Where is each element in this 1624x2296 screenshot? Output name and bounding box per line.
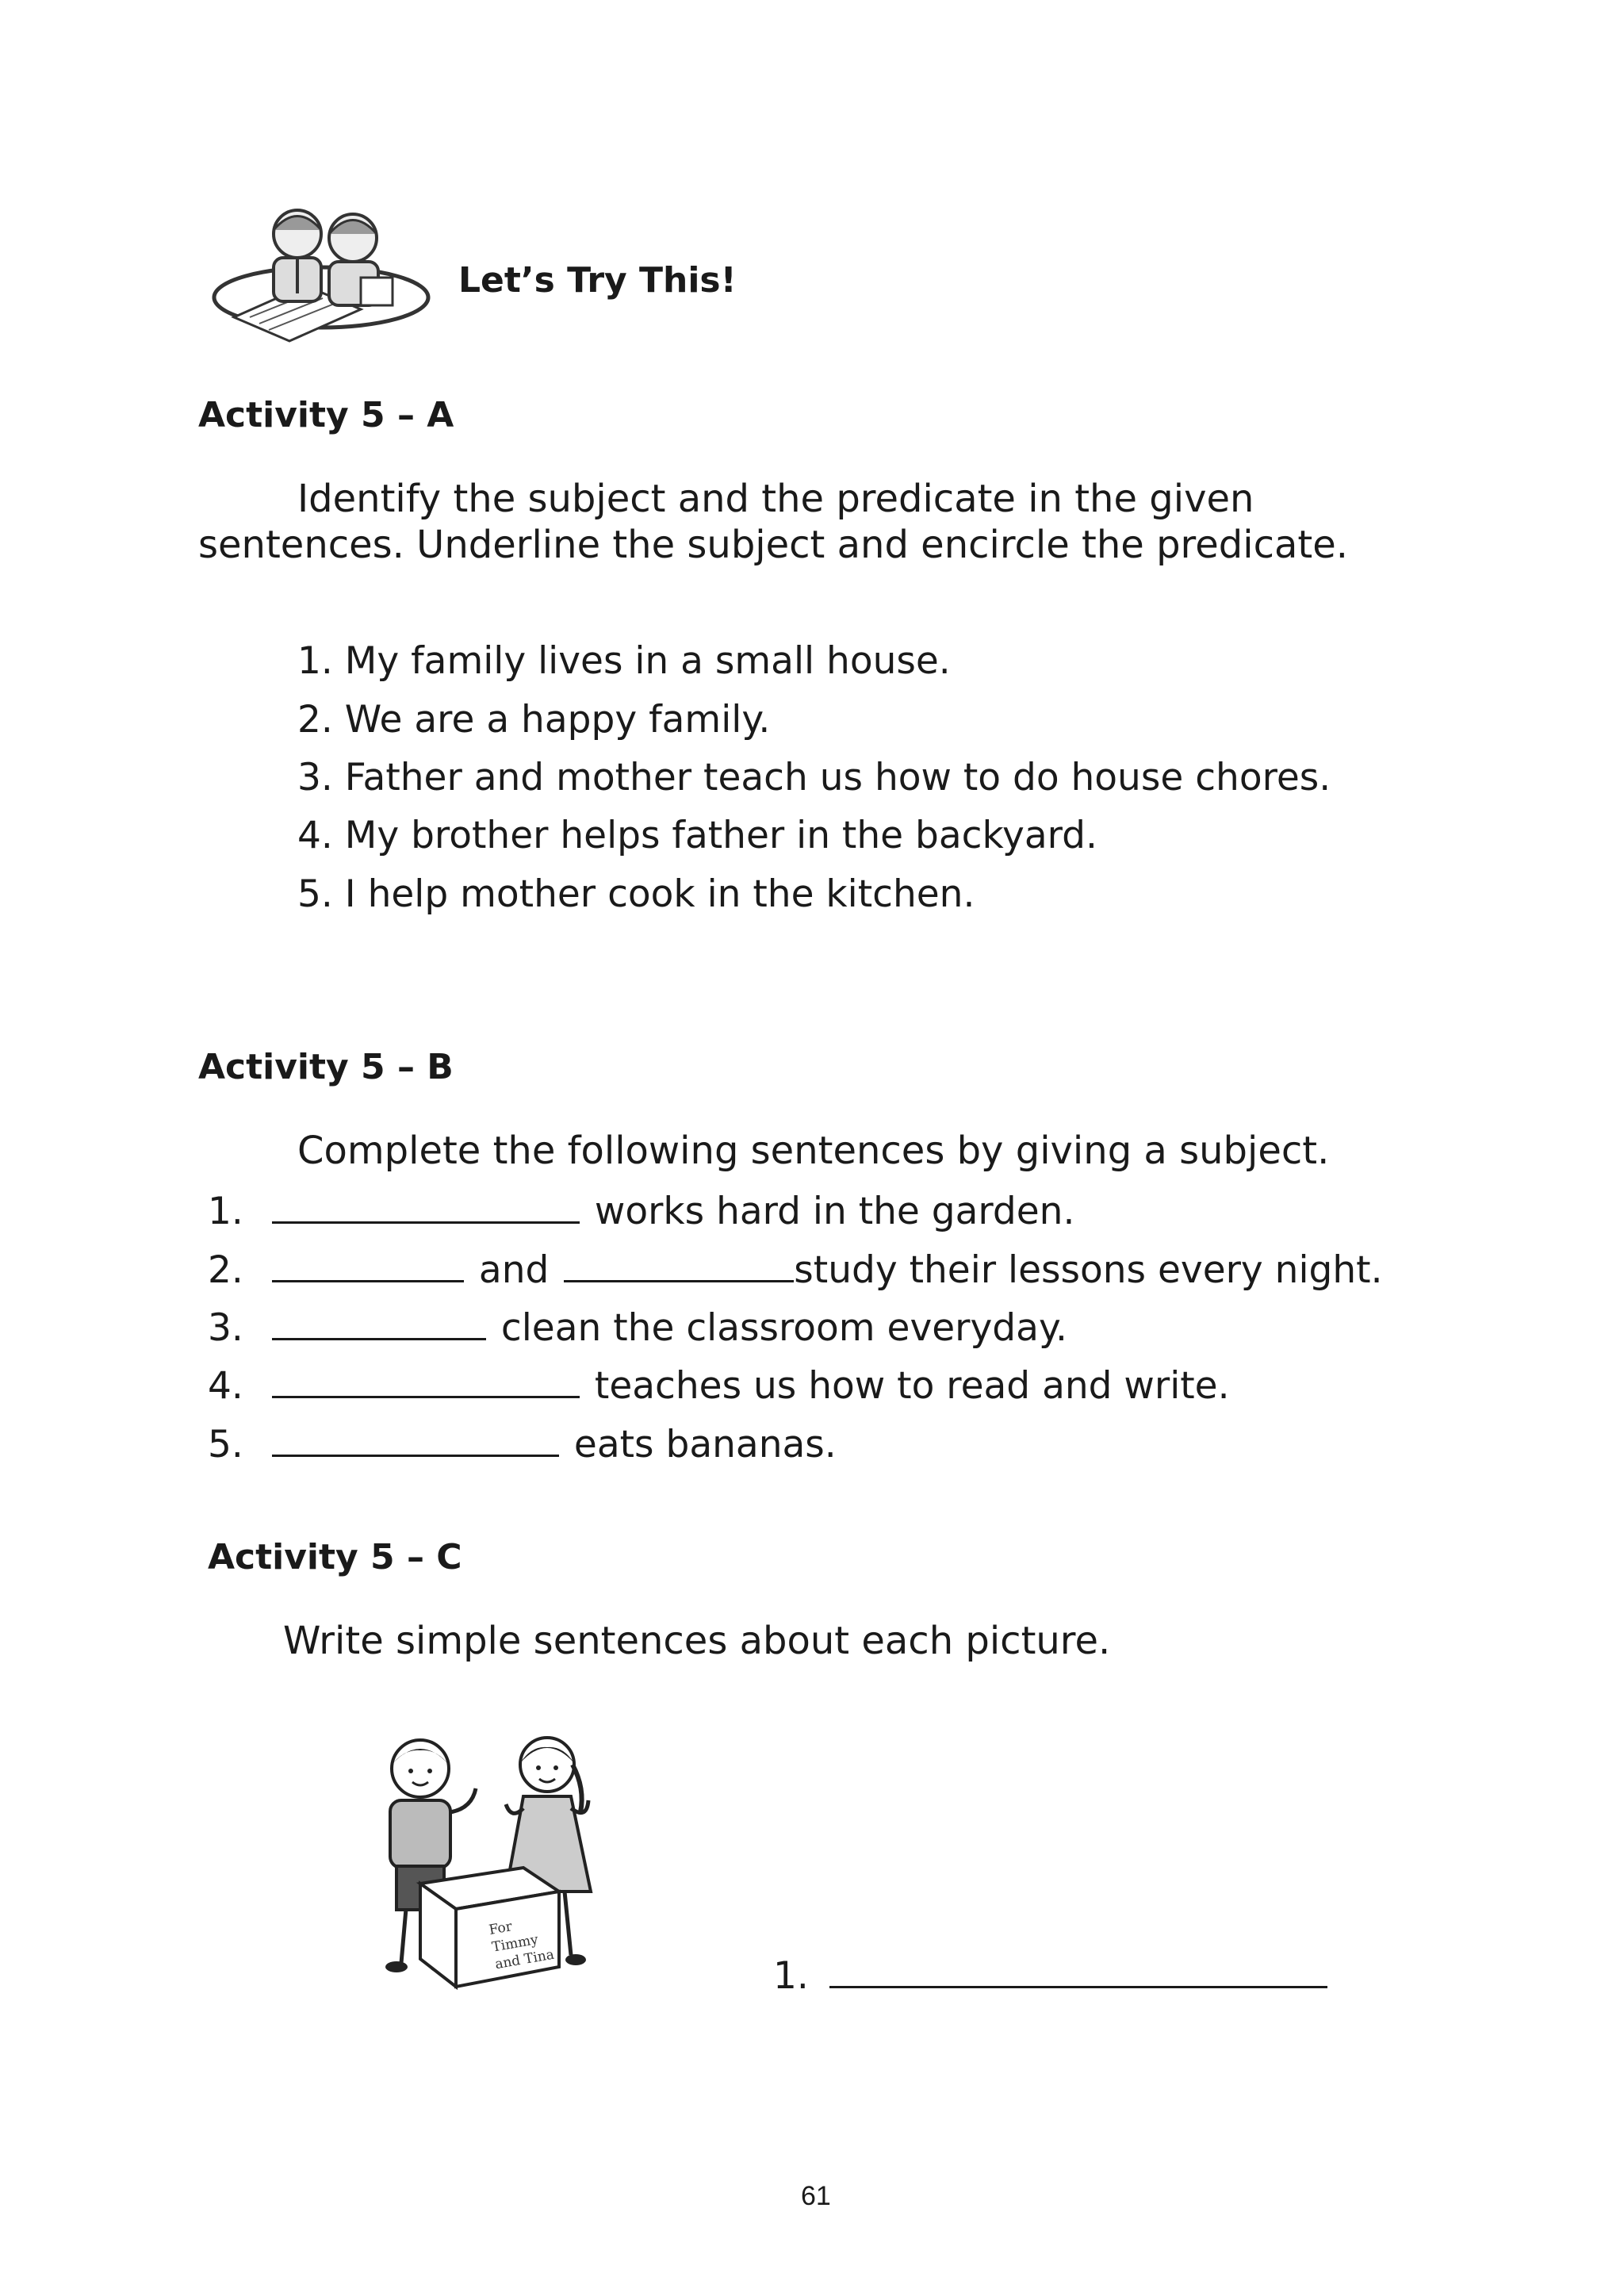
activity-a-heading: Activity 5 – A <box>198 395 454 435</box>
activity-b-item <box>208 1245 1383 1292</box>
activity-b-item <box>208 1303 1067 1350</box>
answer-blank[interactable] <box>272 1245 464 1282</box>
item-text: works hard in the garden. <box>594 1190 1075 1233</box>
activity-b-instruction: Complete the following sentences by giving a subject. <box>297 1129 1330 1173</box>
activity-b-heading: Activity 5 – B <box>198 1047 454 1087</box>
answer-blank[interactable] <box>272 1186 580 1224</box>
item-text: We are a happy family. <box>344 698 771 742</box>
activity-a-item <box>297 756 1331 799</box>
item-number: 4. <box>208 1364 243 1408</box>
item-text: Father and mother teach us how to do house chores. <box>344 756 1331 799</box>
activity-c-answer <box>773 1951 1331 1998</box>
item-number: 2. <box>208 1248 243 1292</box>
answer-blank[interactable] <box>564 1245 794 1282</box>
answer-blank[interactable] <box>272 1303 486 1340</box>
activity-a-item <box>297 698 770 742</box>
answer-blank[interactable] <box>272 1420 559 1457</box>
activity-c-instruction: Write simple sentences about each picture. <box>283 1619 1111 1663</box>
children-writing-icon <box>202 198 440 341</box>
section-title: Let’s Try This! <box>458 260 737 301</box>
item-number: 3. <box>208 1306 243 1350</box>
item-conjunction: and <box>478 1248 550 1292</box>
item-text: My family lives in a small house. <box>344 639 951 683</box>
item-text: My brother helps father in the backyard. <box>344 814 1097 857</box>
item-number: 5. <box>208 1423 243 1466</box>
item-text: study their lessons every night. <box>794 1248 1383 1292</box>
item-number: 1. <box>208 1190 243 1233</box>
activity-b-item <box>208 1361 1230 1408</box>
activity-a-instruction-line1: Identify the subject and the predicate in the given <box>297 477 1254 521</box>
activity-a-item <box>297 639 951 683</box>
item-text: clean the classroom everyday. <box>500 1306 1067 1350</box>
page-number: 61 <box>801 2181 831 2211</box>
activity-b-item <box>208 1420 837 1466</box>
activity-a-item <box>297 814 1097 857</box>
item-number: 5. <box>297 872 333 916</box>
item-number: 1. <box>773 1954 809 1998</box>
item-number: 1. <box>297 639 333 683</box>
answer-blank[interactable] <box>272 1361 580 1398</box>
box-label: For Timmy and Tina <box>488 1918 556 1973</box>
item-text: eats bananas. <box>573 1423 837 1466</box>
item-text: I help mother cook in the kitchen. <box>344 872 975 916</box>
activity-a-instruction-line2: sentences. Underline the subject and encircle the predicate. <box>198 523 1348 567</box>
item-number: 4. <box>297 814 333 857</box>
activity-c-heading: Activity 5 – C <box>208 1537 462 1577</box>
item-text: teaches us how to read and write. <box>594 1364 1230 1408</box>
activity-a-item <box>297 872 975 916</box>
answer-blank[interactable] <box>829 1951 1327 1988</box>
item-number: 2. <box>297 698 333 742</box>
item-number: 3. <box>297 756 333 799</box>
activity-b-item <box>208 1186 1074 1233</box>
